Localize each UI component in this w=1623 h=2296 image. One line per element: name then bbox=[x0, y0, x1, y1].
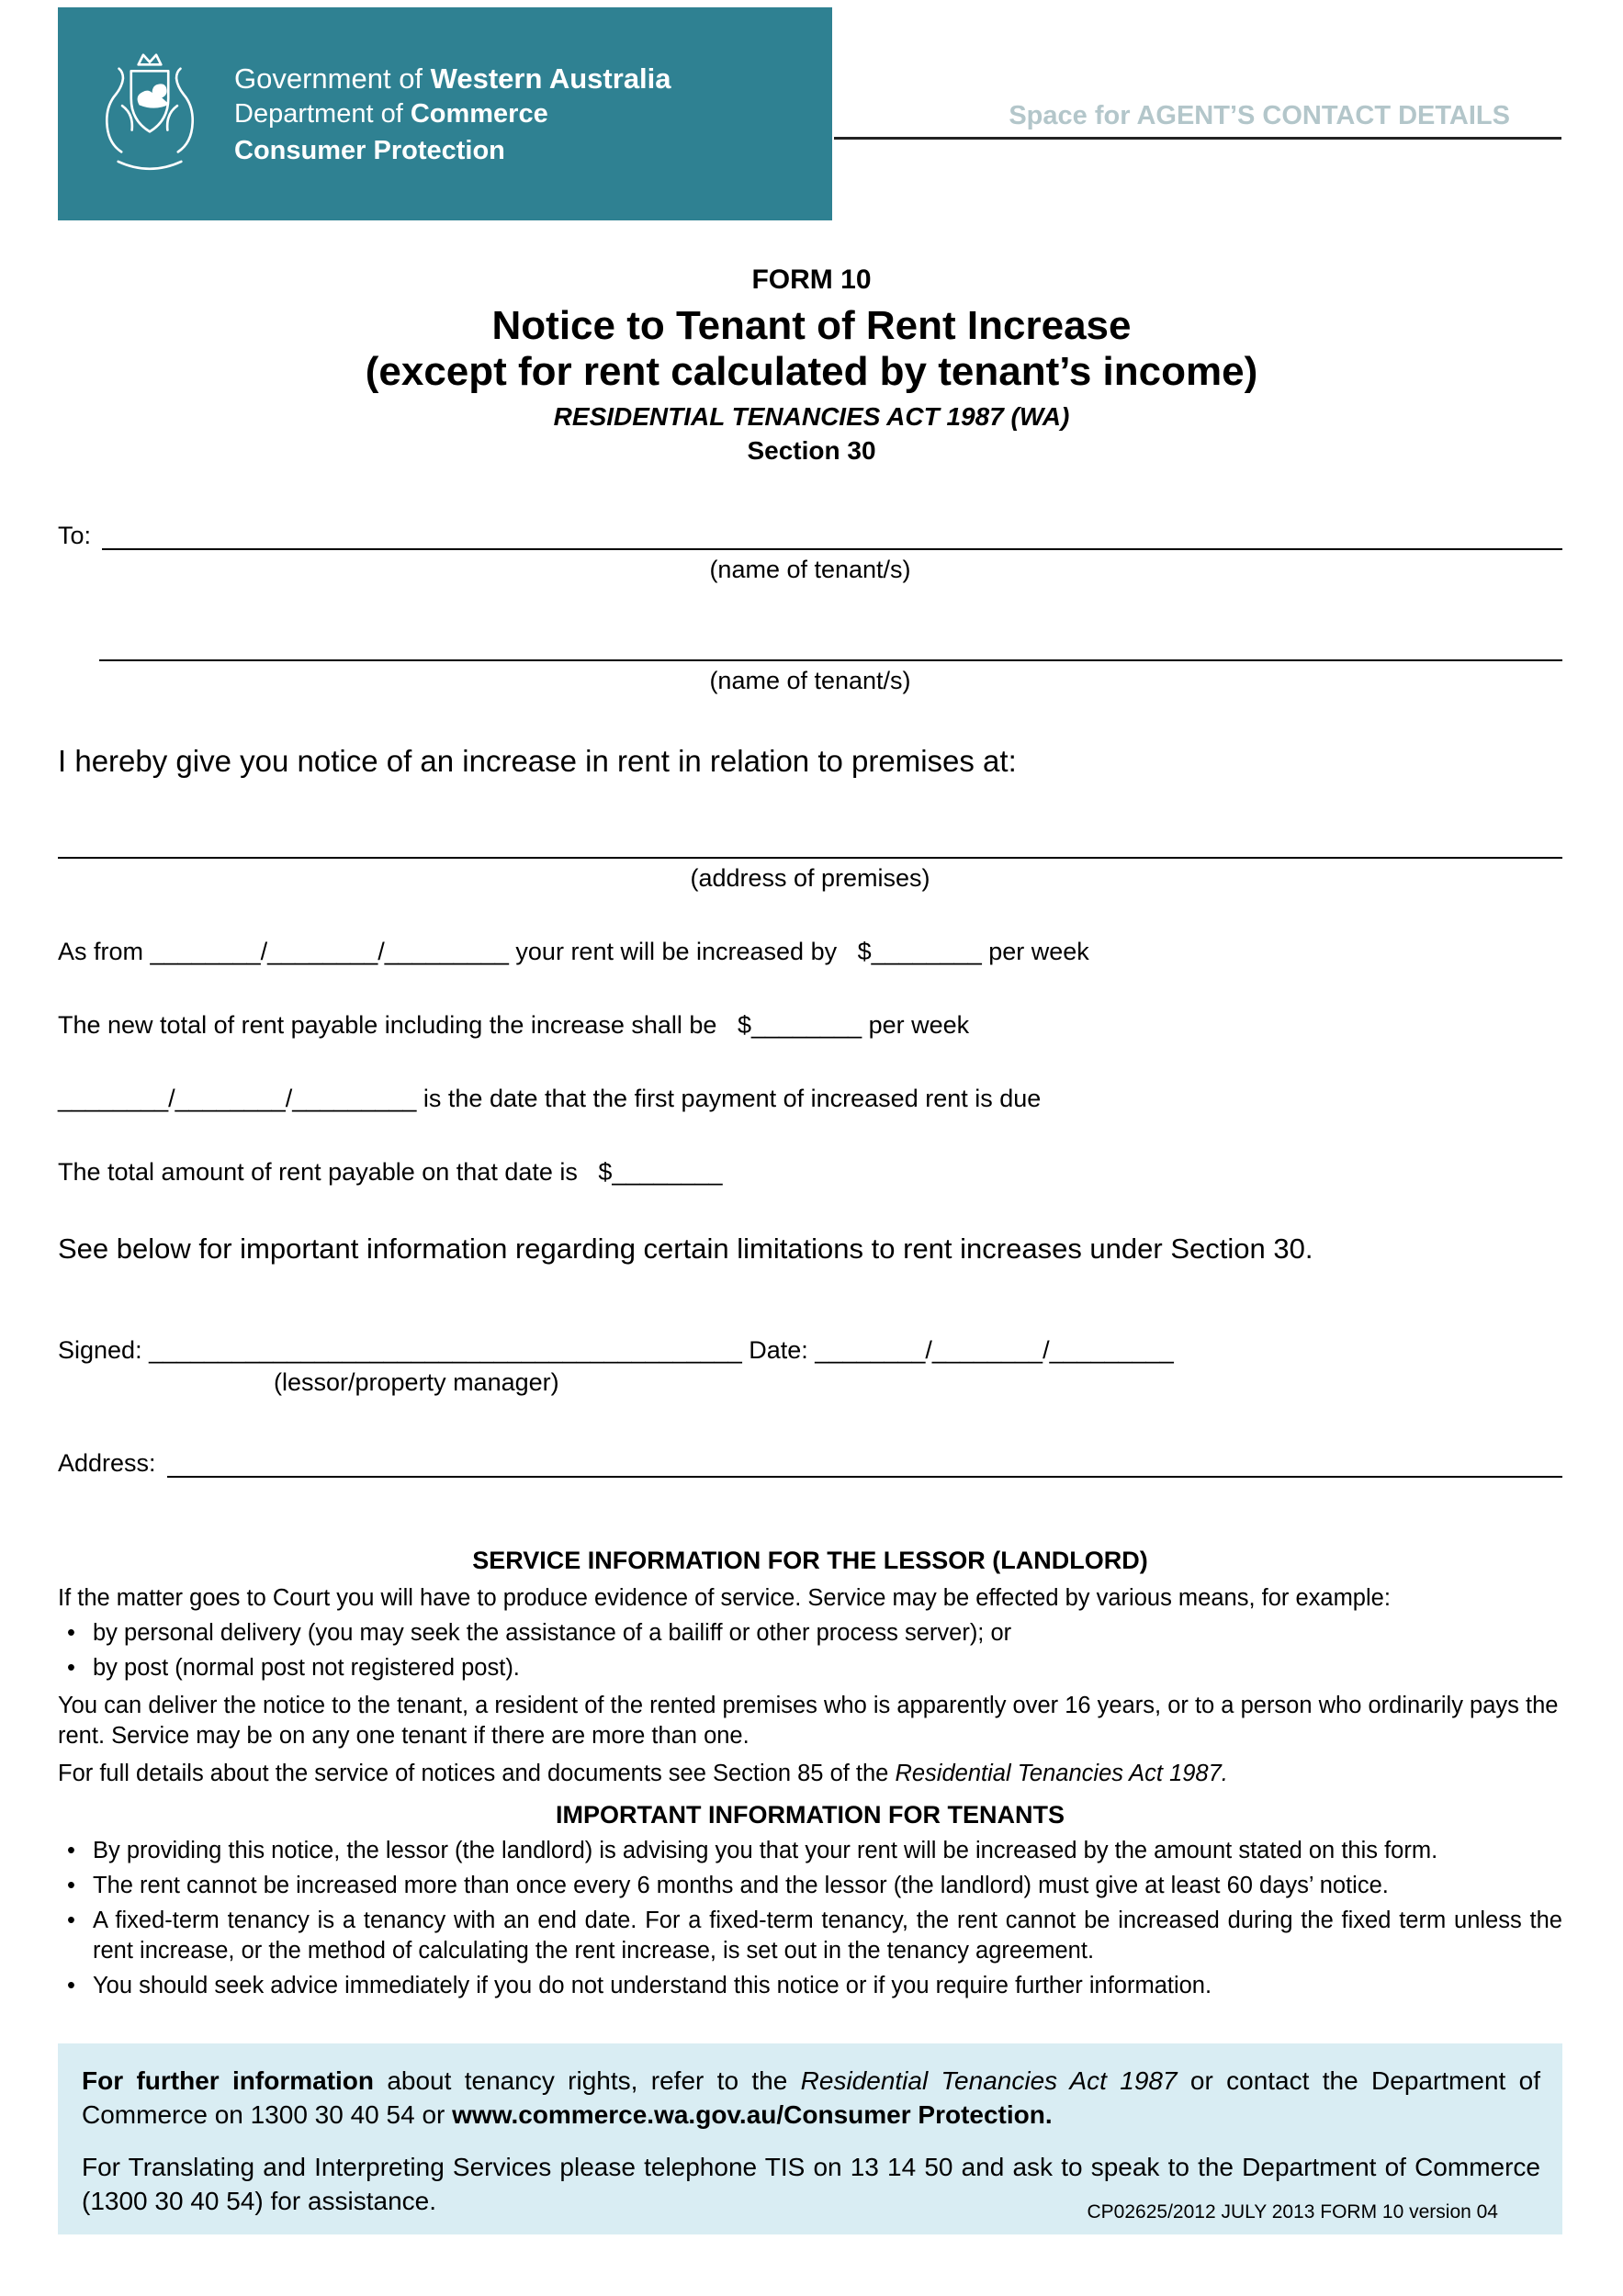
service-details-paragraph bbox=[58, 1759, 1562, 1789]
gov-prefix-text: Government of bbox=[234, 62, 431, 95]
title-block bbox=[0, 266, 1623, 464]
bullet-icon: • bbox=[67, 1873, 75, 1898]
service-bullet-text: by post (normal post not registered post). bbox=[93, 1655, 520, 1681]
service-delivery-paragraph: You can deliver the notice to the tenant, a resident of the rented premises who is apparently over 16 years, or to a person who ordinarily pays the rent. Service may be on any one tenant if there are more than one. bbox=[58, 1693, 1559, 1749]
website-text: www.commerce.wa.gov.au/Consumer Protection. bbox=[452, 2100, 1053, 2129]
lessor-address-line bbox=[167, 1445, 1562, 1478]
bullet-icon: • bbox=[67, 1655, 75, 1681]
tenant-bullet-text: The rent cannot be increased more than once every 6 months and the lessor (the landlord) must give at least 60 days’ notice. bbox=[93, 1873, 1389, 1898]
rent-increase-line: As from ________/________/_________ your rent will be increased by $________ per week bbox=[58, 938, 1089, 965]
department-line bbox=[234, 98, 671, 129]
service-information-section bbox=[58, 1546, 1562, 1789]
tenant-info-heading: IMPORTANT INFORMATION FOR TENANTS bbox=[556, 1801, 1065, 1829]
tenant-bullet-text: You should seek advice immediately if you do not understand this notice or if you require further information. bbox=[93, 1973, 1212, 1998]
form-title-line1: Notice to Tenant of Rent Increase bbox=[491, 303, 1132, 348]
premises-address-caption: (address of premises) bbox=[690, 864, 930, 892]
premises-address-line bbox=[58, 826, 1562, 859]
new-total-line: The new total of rent payable including the increase shall be $________ per week bbox=[58, 1011, 970, 1039]
bullet-icon: • bbox=[67, 1620, 75, 1646]
dept-bold-text: Commerce bbox=[410, 98, 548, 129]
translating-services-paragraph: For Translating and Interpreting Services please telephone TIS on 13 14 50 and ask to speak to the Department of Commerce (1300 30 40 54) for assistance. bbox=[82, 2153, 1540, 2215]
dept-prefix-text: Department of bbox=[234, 98, 411, 129]
service-details-text: For full details about the service of notices and documents see Section 85 of the bbox=[58, 1761, 896, 1786]
list-item bbox=[58, 1653, 1562, 1683]
list-item bbox=[58, 1871, 1562, 1901]
notice-intro: I hereby give you notice of an increase in rent in relation to premises at: bbox=[58, 744, 1017, 778]
list-item bbox=[58, 1618, 1562, 1649]
page-header bbox=[0, 0, 1623, 222]
agent-contact-label: Space for AGENT’S CONTACT DETAILS bbox=[1009, 101, 1510, 130]
service-bullet-list bbox=[58, 1618, 1562, 1683]
further-info-text-1: about tenancy rights, refer to the bbox=[374, 2066, 801, 2095]
government-banner bbox=[58, 7, 832, 220]
government-line bbox=[234, 64, 671, 93]
agent-contact-space bbox=[834, 96, 1561, 140]
tenant-information-section bbox=[58, 1800, 1562, 2001]
list-item bbox=[58, 1836, 1562, 1866]
address-label: Address: bbox=[58, 1449, 156, 1477]
lessor-address-row bbox=[58, 1445, 1562, 1478]
service-info-heading: SERVICE INFORMATION FOR THE LESSOR (LANDLORD) bbox=[472, 1547, 1148, 1574]
bullet-icon: • bbox=[67, 1973, 75, 1998]
section-reference: Section 30 bbox=[747, 436, 876, 465]
tenant-name-line-1 bbox=[102, 517, 1562, 550]
total-amount-line: The total amount of rent payable on that date is $________ bbox=[58, 1158, 723, 1186]
form-body bbox=[58, 517, 1562, 2001]
wa-coat-of-arms-logo bbox=[89, 41, 210, 186]
gov-bold-text: Western Australia bbox=[430, 62, 671, 95]
tenant-bullet-text: A fixed-term tenancy is a tenancy with an end date. For a fixed-term tenancy, the rent cannot be increased during the fixed term unless the rent increase, or the method of calculating the rent increase, is set out in the tenancy agreement. bbox=[93, 1908, 1562, 1964]
bullet-icon: • bbox=[67, 1838, 75, 1863]
act-name-italic: Residential Tenancies Act 1987. bbox=[895, 1761, 1228, 1786]
service-info-intro: If the matter goes to Court you will have to produce evidence of service. Service may be effected by various means, for example: bbox=[58, 1585, 1391, 1611]
first-payment-date-line: ________/________/_________ is the date that the first payment of increased rent is due bbox=[58, 1085, 1042, 1112]
tenant-name-row-1 bbox=[58, 517, 1562, 550]
further-info-bold: For further information bbox=[82, 2066, 374, 2095]
tenant-bullet-list bbox=[58, 1836, 1562, 2001]
tenant-name-caption-1: (name of tenant/s) bbox=[709, 556, 911, 583]
list-item bbox=[58, 1971, 1562, 2001]
further-information-box bbox=[58, 2043, 1562, 2234]
signed-date-line: Signed: ___________________________________________ Date: ________/________/_________ bbox=[58, 1336, 1174, 1364]
tenant-name-line-2 bbox=[99, 628, 1562, 661]
form-version-code: CP02625/2012 JULY 2013 FORM 10 version 04 bbox=[1087, 2201, 1498, 2223]
further-info-text-2: or contact the Department of Commerce on 1300 30 40 54 or bbox=[82, 2066, 1541, 2129]
lessor-caption: (lessor/property manager) bbox=[274, 1368, 559, 1396]
list-item bbox=[58, 1906, 1562, 1966]
to-label: To: bbox=[58, 522, 92, 549]
form-number: FORM 10 bbox=[751, 264, 872, 295]
act-reference: RESIDENTIAL TENANCIES ACT 1987 (WA) bbox=[553, 402, 1070, 431]
bullet-icon: • bbox=[67, 1908, 75, 1933]
tenant-bullet-text: By providing this notice, the lessor (the landlord) is advising you that your rent will be increased by the amount stated on this form. bbox=[93, 1838, 1438, 1863]
act-name-italic: Residential Tenancies Act 1987 bbox=[800, 2066, 1178, 2095]
see-below-note: See below for important information regarding certain limitations to rent increases under Section 30. bbox=[58, 1232, 1313, 1265]
service-bullet-text: by personal delivery (you may seek the assistance of a bailiff or other process server); or bbox=[93, 1620, 1012, 1646]
tenant-name-caption-2: (name of tenant/s) bbox=[709, 667, 911, 694]
form-title-line2: (except for rent calculated by tenant’s income) bbox=[365, 349, 1258, 394]
division-line: Consumer Protection bbox=[234, 135, 505, 165]
government-titles bbox=[234, 64, 671, 164]
further-info-paragraph bbox=[82, 2064, 1540, 2132]
